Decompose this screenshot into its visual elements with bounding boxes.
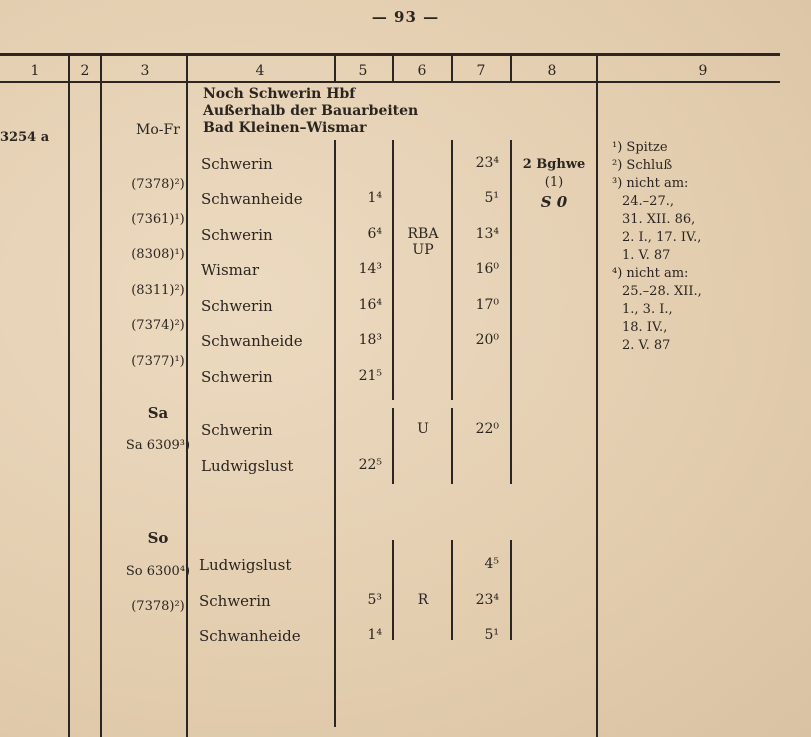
time-value: 22⁰: [475, 421, 499, 437]
footnote: 1., 3. I.,: [622, 302, 673, 317]
code-label: UP: [412, 242, 434, 258]
column-number: 3: [140, 63, 150, 79]
time-value: 21⁵: [358, 368, 382, 384]
time-value: 13⁴: [475, 226, 499, 242]
footnote: 1. V. 87: [622, 248, 671, 263]
column-divider: [392, 140, 394, 400]
top-rule: [0, 53, 780, 56]
column-number: 9: [698, 63, 708, 79]
route-number: 3254 a: [0, 130, 50, 145]
station-name: Schwerin: [201, 421, 273, 439]
column-divider: [596, 53, 598, 737]
column-divider: [68, 53, 70, 737]
time-value: 1⁴: [367, 190, 382, 206]
train-number: So 6300⁴): [125, 564, 191, 579]
train-number: (8311)²): [131, 283, 185, 298]
day-label: Mo-Fr: [136, 122, 180, 138]
column-number: 1: [30, 63, 40, 79]
footnote: 24.–27.,: [622, 194, 674, 209]
station-name: Schwerin: [201, 226, 273, 244]
code-label: U: [417, 421, 429, 437]
code-label: R: [417, 592, 429, 608]
time-value: 14³: [358, 261, 382, 277]
column-divider: [392, 53, 394, 83]
train-number: (7374)²): [131, 318, 185, 333]
time-value: 16⁴: [358, 297, 382, 313]
footnote: 2. V. 87: [622, 338, 671, 353]
time-value: 1⁴: [367, 627, 382, 643]
header-rule: [0, 81, 780, 83]
time-value: 5³: [367, 592, 382, 608]
day-heading: So: [147, 529, 169, 547]
train-number: (8308)¹): [131, 247, 185, 262]
code-label: RBA: [407, 226, 439, 242]
section-header-line: Außerhalb der Bauarbeiten: [203, 103, 419, 119]
column-divider: [186, 53, 188, 737]
column-divider: [392, 540, 394, 640]
station-name: Schwanheide: [201, 332, 303, 350]
time-value: 4⁵: [484, 556, 499, 572]
time-value: 18³: [358, 332, 382, 348]
column-divider: [100, 53, 102, 737]
column-divider: [334, 53, 336, 83]
station-name: Schwerin: [201, 297, 273, 315]
time-value: 23⁴: [475, 592, 499, 608]
station-name: Ludwigslust: [199, 556, 292, 574]
vehicle-count: (1): [544, 175, 564, 190]
station-name: Schwerin: [199, 592, 271, 610]
station-name: Schwanheide: [201, 190, 303, 208]
train-number: (7378)²): [131, 177, 185, 192]
footnote: 25.–28. XII.,: [622, 284, 702, 299]
footnote: ³) nicht am:: [612, 176, 689, 191]
column-number: 8: [547, 63, 557, 79]
train-number: (7361)¹): [131, 212, 185, 227]
footnote: 31. XII. 86,: [622, 212, 696, 227]
time-value: 5¹: [484, 627, 499, 643]
train-number: (7378)²): [131, 599, 185, 614]
column-number: 2: [80, 63, 90, 79]
time-value: 20⁰: [475, 332, 499, 348]
section-header-line: Noch Schwerin Hbf: [203, 86, 356, 102]
column-divider: [451, 53, 453, 83]
column-divider: [451, 540, 453, 640]
column-divider: [510, 140, 512, 484]
service-code: S 0: [540, 193, 568, 211]
time-value: 22⁵: [358, 457, 382, 473]
column-divider: [451, 408, 453, 484]
column-number: 6: [417, 63, 427, 79]
station-name: Schwanheide: [199, 627, 301, 645]
section-header-line: Bad Kleinen–Wismar: [203, 120, 367, 136]
page-number: — 93 —: [371, 8, 440, 26]
day-heading: Sa: [147, 404, 169, 422]
column-divider: [510, 53, 512, 83]
station-name: Ludwigslust: [201, 457, 294, 475]
time-value: 5¹: [484, 190, 499, 206]
station-name: Schwerin: [201, 155, 273, 173]
footnote: ¹) Spitze: [612, 140, 668, 155]
footnote: ²) Schluß: [612, 158, 673, 173]
time-value: 17⁰: [475, 297, 499, 313]
footnote: ⁴) nicht am:: [612, 266, 689, 281]
time-value: 6⁴: [367, 226, 382, 242]
time-value: 16⁰: [475, 261, 499, 277]
train-number: Sa 6309³): [125, 438, 191, 453]
train-number: (7377)¹): [131, 354, 185, 369]
column-number: 5: [358, 63, 368, 79]
column-divider: [510, 540, 512, 640]
vehicle-code: 2 Bghwe: [522, 157, 586, 172]
station-name: Wismar: [201, 261, 259, 279]
time-value: 23⁴: [475, 155, 499, 171]
footnote: 18. IV.,: [622, 320, 668, 335]
footnote: 2. I., 17. IV.,: [622, 230, 702, 245]
column-number: 4: [255, 63, 265, 79]
station-name: Schwerin: [201, 368, 273, 386]
column-number: 7: [476, 63, 486, 79]
column-divider: [392, 408, 394, 484]
